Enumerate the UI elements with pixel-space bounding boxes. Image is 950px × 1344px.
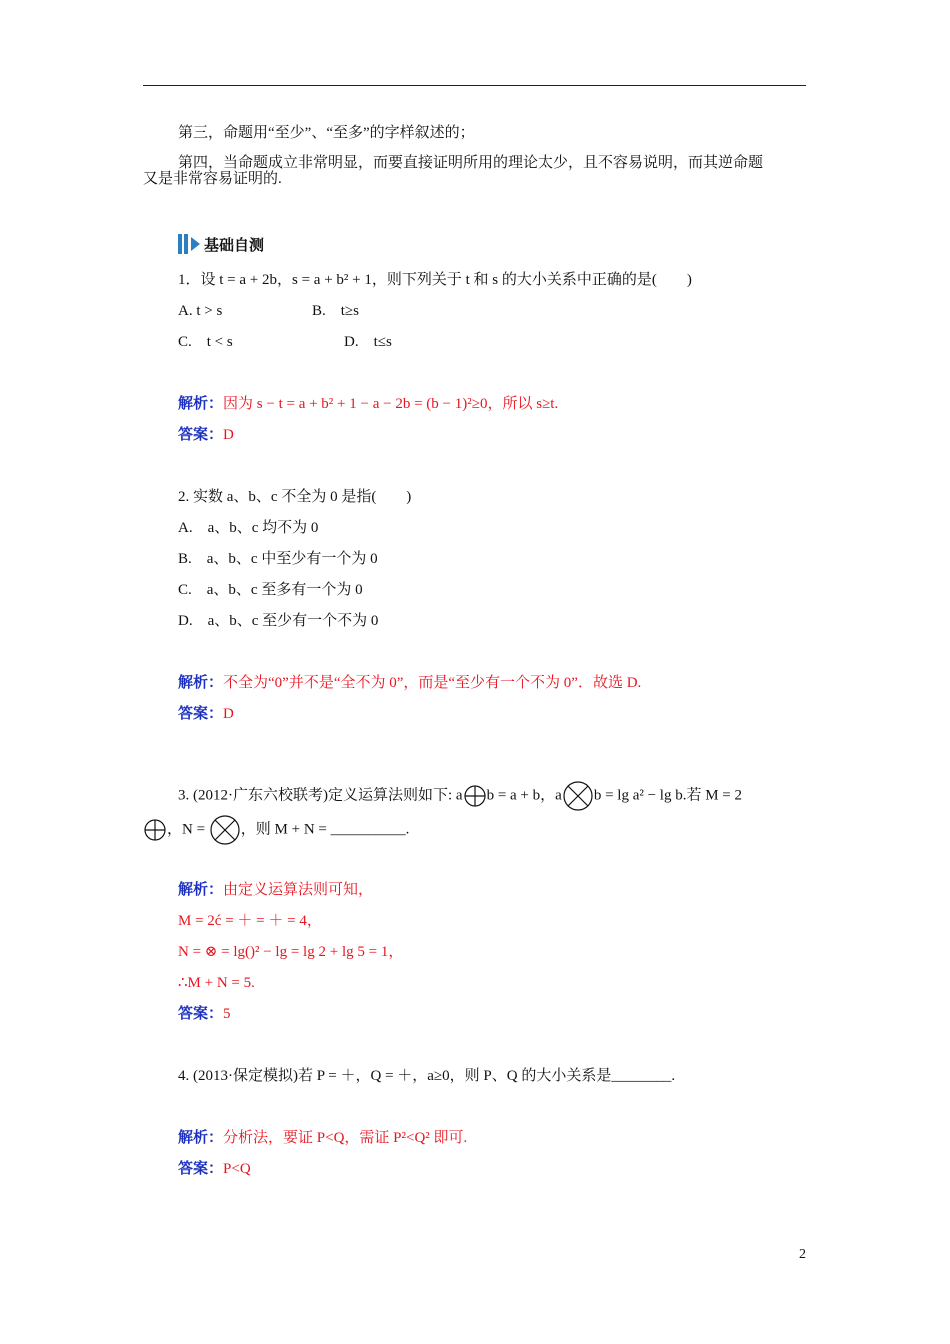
q1-analysis <box>178 395 558 413</box>
section-marker-icon <box>178 234 200 254</box>
q1-answer <box>178 426 234 444</box>
answer-label: 答案： <box>178 1161 224 1177</box>
analysis-text: 不全为“0”并不是“全不为 0”，而是“至少有一个不为 0”．故选 D. <box>223 675 642 691</box>
circle-times-icon <box>562 780 594 812</box>
q2-option-d: D. a、b、c 至少有一个不为 0 <box>178 613 379 629</box>
q3-step-1: M = 2ć = ＋ = ＋ = 4， <box>178 913 322 929</box>
q3-stem-line2: ，N = ，则 M + N = __________. <box>143 814 409 846</box>
q1-option-a: A. t > s <box>178 303 223 319</box>
q4-answer <box>178 1160 251 1178</box>
analysis-label: 解析： <box>178 882 224 898</box>
circle-times-icon <box>209 814 241 846</box>
intro-line-3: 第三，命题用“至少”、“至多”的字样叙述的； <box>178 125 475 141</box>
q2-option-b: B. a、b、c 中至少有一个为 0 <box>178 551 378 567</box>
q1-option-d: D. t≤s <box>344 334 392 350</box>
answer-text: 5 <box>223 1006 231 1022</box>
header-rule <box>143 85 806 86</box>
q3-step-3: ∴M + N = 5. <box>178 975 255 991</box>
answer-label: 答案： <box>178 1006 224 1022</box>
q1-option-c: C. t < s <box>178 334 233 350</box>
q1-stem: 1．设 t = a + 2b，s = a + b² + 1，则下列关于 t 和 s 的大小关系中正确的是( ) <box>178 272 692 288</box>
q4-analysis <box>178 1129 467 1147</box>
q4-stem: 4. (2013·保定模拟)若 P = ＋，Q = ＋，a≥0，则 P、Q 的大小关系是________. <box>178 1068 676 1084</box>
analysis-text: 分析法，要证 P<Q，需证 P²<Q² 即可. <box>223 1130 468 1146</box>
q2-answer <box>178 705 234 723</box>
q3-step-2: N = ⊗ = lg()² − lg = lg 2 + lg 5 = 1， <box>178 944 404 960</box>
intro-line-4a: 第四，当命题成立非常明显，而要直接证明所用的理论太少，且不容易说明，而其逆命题 <box>178 155 764 171</box>
analysis-label: 解析： <box>178 675 224 691</box>
page-number: 2 <box>799 1247 806 1262</box>
answer-label: 答案： <box>178 706 224 722</box>
section-heading <box>178 231 264 257</box>
analysis-text: 因为 s − t = a + b² + 1 − a − 2b = (b − 1)²≥0，所以 s≥t. <box>223 396 559 412</box>
q2-stem: 2. 实数 a、b、c 不全为 0 是指( ) <box>178 489 412 505</box>
analysis-text: 由定义运算法则可知， <box>223 882 374 898</box>
circle-plus-icon <box>143 818 167 842</box>
answer-text: D <box>223 427 234 443</box>
intro-line-4b: 又是非常容易证明的. <box>143 171 282 187</box>
answer-text: P<Q <box>223 1161 251 1177</box>
analysis-label: 解析： <box>178 396 224 412</box>
analysis-label: 解析： <box>178 1130 224 1146</box>
answer-text: D <box>223 706 234 722</box>
q3-answer <box>178 1005 231 1023</box>
section-title: 基础自测 <box>204 236 265 254</box>
q1-option-b: B. t≥s <box>312 303 359 319</box>
q1-t-def: t = a + 2b，s = a + b² + 1 <box>219 272 372 288</box>
q2-analysis <box>178 674 641 692</box>
q3-stem-line1: 3. (2012·广东六校联考)定义运算法则如下: a b = a + b，a b = lg a² − lg b.若 M = 2 <box>178 780 742 812</box>
q3-analysis <box>178 881 373 899</box>
circle-plus-icon <box>463 784 487 808</box>
answer-label: 答案： <box>178 427 224 443</box>
q2-option-c: C. a、b、c 至多有一个为 0 <box>178 582 363 598</box>
q2-option-a: A. a、b、c 均不为 0 <box>178 520 319 536</box>
